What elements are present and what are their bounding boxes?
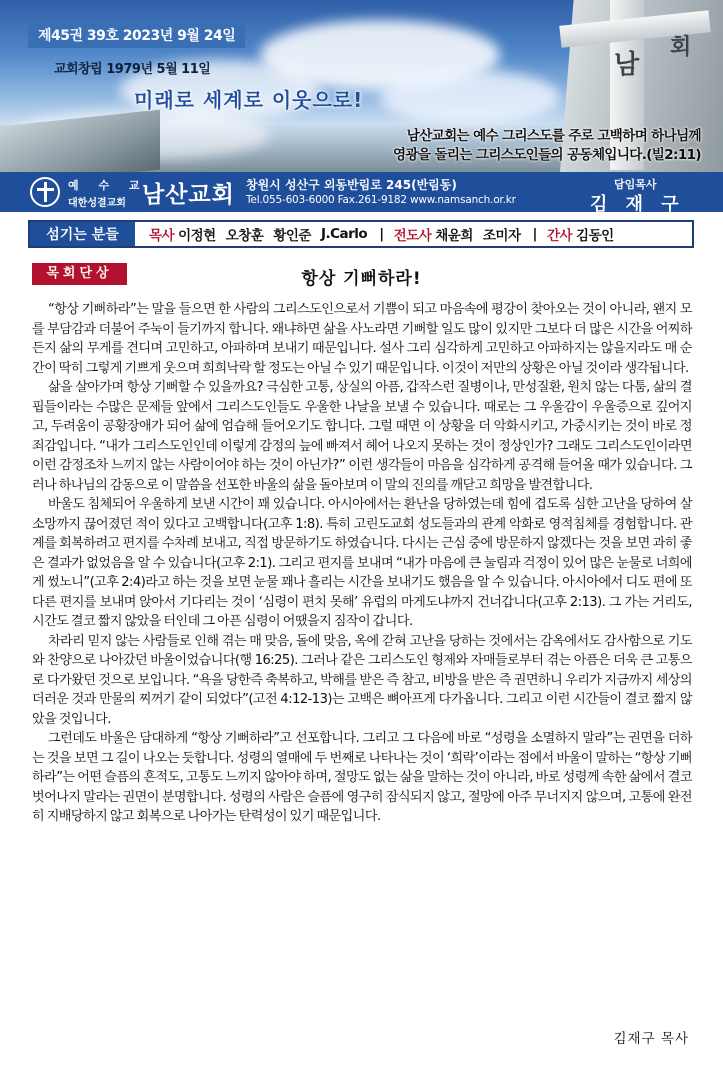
church-name: 남산교회 (142, 181, 235, 208)
staff-name: 오창훈 (225, 228, 264, 244)
staff-list-row (28, 220, 694, 248)
mission-statement (393, 127, 701, 165)
senior-pastor-name: 김 재 구 (590, 194, 685, 215)
article-paragraph: 바울도 침체되어 우울하게 보낸 시간이 꽤 있습니다. 아시아에서는 환난을 당하였는데 힘에 겹도록 심한 고난을 당하여 살 소망까지 끊어졌던 적이 있다고 고백합니다(고후 1:8). 특히 고린도교회 성도들과의 관계 악화로 영적침체를 경험합니다. 관계를 회복하려고 편지를 수차례 보내고, 직접 방문하기도 하였습니다. 다시는 근심 중에 방문하지 않겠다는 것을 보면 과히 좋은 결과가 없었음을 알 수 있습니다(고후 2:1). 그리고 편지를 보내며 “내가 마음에 큰 눌림과 걱정이 있어 많은 눈물로 너희에게 썼노니”(고후 2:4)라고 하는 것을 보면 눈물 꽤나 흘리는 시간을 보내기도 했음을 알 수 있습니다. 아시아에서 디도 편에 또 다른 편지를 보내며 앉아서 기다리는 것이 ‘심령이 편치 못해’ 유럽의 마게도냐까지 건너갑니다(고후 2:13). 그 가는 거리도, 시간도 결코 짧지 않았을 터인데 그 아픈 심령이 어땠을지 짐작이 갑니다. (32, 497, 692, 629)
header-banner (0, 0, 723, 172)
staff-names (135, 222, 624, 246)
staff-label: 섬기는 분들 (30, 222, 135, 246)
cloud-decoration (380, 70, 560, 125)
staff-separator: | (379, 226, 384, 242)
staff-name: J.Carlo (320, 226, 368, 242)
staff-name: 황인준 (273, 228, 311, 244)
denomination-subname: 대한성결교회 (68, 198, 126, 209)
church-contact: Tel.055-603-6000 Fax.261-9182 www.namsanch.or.kr (246, 194, 516, 206)
staff-name: 조미자 (482, 228, 521, 244)
article-body (32, 300, 692, 827)
column-tag: 목회단상 (32, 263, 127, 285)
mission-line: 남산교회는 예수 그리스도를 주로 고백하며 하나님께 (406, 128, 701, 144)
tower-sign-glyph: 남 (614, 50, 640, 80)
senior-pastor-title: 담임목사 (614, 178, 657, 191)
evangelist-role: 전도사 (393, 228, 432, 244)
article-title: 항상 기뻐하라! (301, 269, 422, 289)
staff-name: 이정현 (178, 228, 216, 244)
staff-separator: | (532, 226, 537, 242)
church-logo-icon (30, 177, 60, 207)
founding-date: 교회창립 1979년 5월 11일 (54, 62, 211, 77)
author-signature: 김재구 목사 (613, 1031, 689, 1047)
church-slogan: 미래로 세계로 이웃으로! (134, 88, 364, 112)
building-roof-image (0, 110, 160, 172)
church-info-bar (0, 172, 723, 215)
staff-name: 김동인 (576, 228, 614, 244)
staff-role: 간사 (546, 228, 573, 244)
article-paragraph: 그런데도 바울은 담대하게 “항상 기뻐하라”고 선포합니다. 그리고 그 다음에 바로 “성령을 소멸하지 말라”는 권면을 더하는 것을 보면 그 길이 나오는 듯합니다. 성령의 열매에 두 번째로 나타나는 것이 ‘희락’이라는 점에서 바울이 말하는 “항상 기뻐하라”는 어떤 슬픔의 흔적도, 고통도 느끼지 않아야 하며, 절망도 없는 삶을 말하는 것이 아니라, 바로 성령께 속한 삶에서 결코 벗어나지 말라는 권면이 분명합니다. 성령의 사람은 슬픔에 영구히 잠식되지 않고, 절망에 아주 무너지지 않으며, 고통에 완전히 지배당하지 않고 회복으로 나아가는 탄력성이 있기 때문입니다. (32, 731, 692, 824)
denomination-name: 예 수 교 (68, 179, 148, 192)
article-paragraph: 차라리 믿지 않는 사람들로 인해 겪는 매 맞음, 돌에 맞음, 옥에 갇혀 고난을 당하는 것에서는 감옥에서도 감사함으로 기도와 찬양으로 나아갔던 바울이었습니다(행 16:25). 그러나 같은 그리스도인 형제와 자매들로부터 겪는 아픔은 더욱 큰 고통으로 다가왔던 것으로 보입니다. “욕을 당한즉 축복하고, 박해를 받은 즉 참고, 비방을 받은 즉 권면하니 우리가 지금까지 세상의 더러운 것과 만물의 찌꺼기 같이 되었다”(고전 4:12-13)는 고백은 뼈아프게 다가옵니다. 그리고 이런 시간들이 결코 짧지 않았을 것입니다. (32, 633, 692, 727)
issue-info: 제45권 39호 2023년 9월 24일 (28, 24, 245, 48)
article-paragraph: “항상 기뻐하라”는 말을 들으면 한 사람의 그리스도인으로서 기쁨이 되고 마음속에 평강이 찾아오는 것이 아니라, 왠지 모를 부담감과 더불어 주눅이 들기까지 합니다. 왜냐하면 삶을 사노라면 기뻐할 일도 많이 있지만 그보다 더 많은 시간을 어찌하든지 삶의 무게를 견디며 고민하고, 아파하며 보내기 때문입니다. 설사 그리 심각하게 고민하고 아파하지는 않을지라도 매 순간이 딱히 그렇게 기쁘게 웃으며 희희낙락 할 정도는 아닐 수 있기 때문입니다. 이것이 저만의 상황은 아닐 것이라 생각됩니다. (32, 302, 692, 376)
mission-line: 영광을 돌리는 그리스도인들의 공동체입니다.(빌2:11) (393, 147, 701, 163)
church-address: 창원시 성산구 외동반림로 245(반림동) (246, 178, 457, 192)
staff-name: 채윤희 (435, 228, 473, 244)
tower-sign-glyph: 회 (670, 34, 692, 60)
article-paragraph: 삶을 살아가며 항상 기뻐할 수 있을까요? 극심한 고통, 상실의 아픔, 갑작스런 질병이나, 만성질환, 원치 않는 다툼, 삶의 결핍들이라는 수많은 문제들 앞에서 그리스도인들도 우울한 나날을 보낼 수 있습니다. 때로는 그 우울감이 우울증으로 깊어지고, 두려움이 공황장애가 되어 삶에 엄습해 들어오기도 합니다. 그럴 때면 이 상황을 더 악화시키고, 가중시키는 것이 바로 정죄감입니다. “내가 그리스도인인데 이렇게 감정의 늪에 빠져서 헤어 나오지 못하는 것이 정상인가? 그래도 그리스도인이라면 이런 감정조차 느끼지 않는 사람이어야 하는 것이 아닌가?” 이런 생각들이 마음을 심각하게 공격해 들어올 때가 있습니다. 그러나 하나님의 감동으로 이 말씀을 선포한 바울의 삶을 돌아보며 이 말의 진의를 깨닫고 희망을 발견합니다. (32, 380, 692, 493)
pastor-role: 목사 (149, 228, 175, 244)
